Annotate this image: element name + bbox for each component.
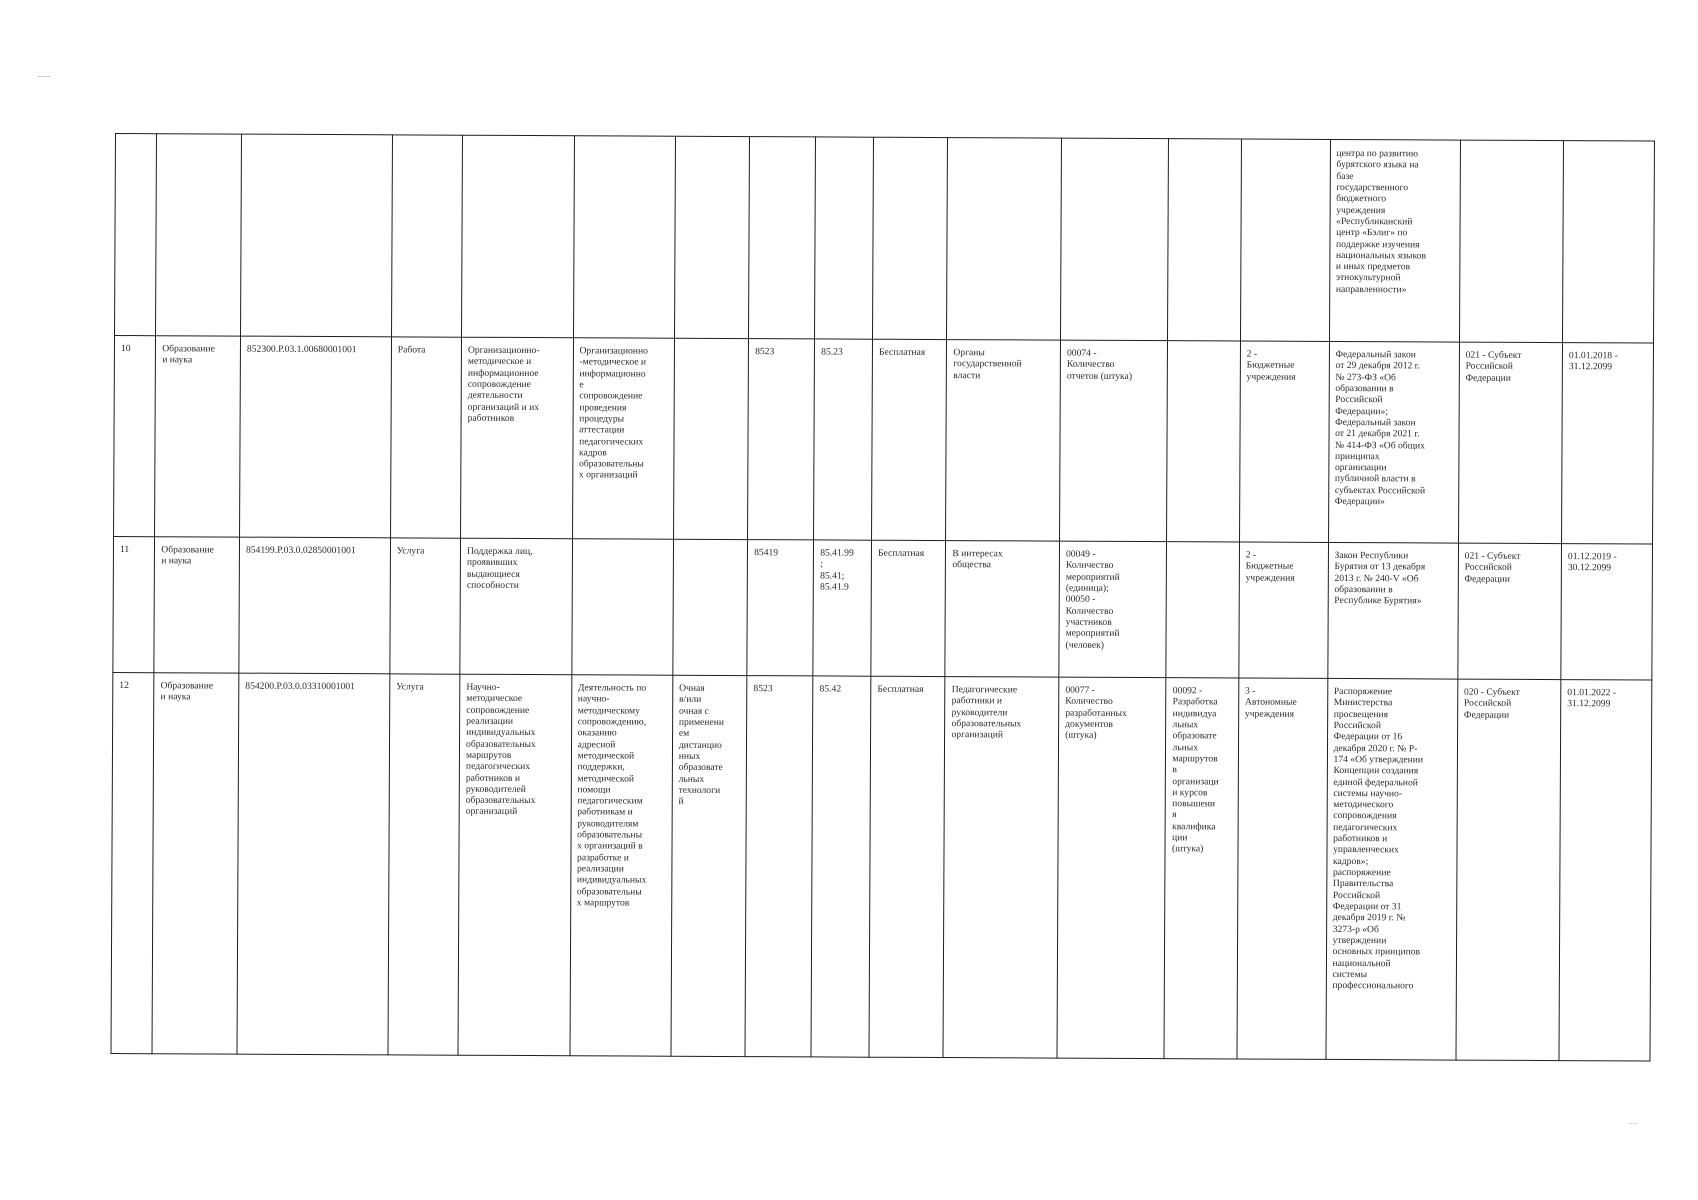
table-cell [747, 540, 814, 676]
document-sheet [111, 133, 1655, 1041]
cell-text: Образование и наука [161, 544, 214, 567]
table-cell [947, 138, 1062, 341]
table-cell [1562, 343, 1654, 544]
table-cell [673, 338, 748, 539]
table-cell [673, 539, 748, 675]
cell-text: 00074 - Количество отчетов (штука) [1066, 347, 1133, 382]
cell-text: 8523 [755, 346, 775, 358]
table-cell [239, 537, 390, 674]
cell-text: 85.23 [821, 346, 843, 358]
cell-text: Научно- методическое сопровождение реализации индивидуальных образовательных маршрутов педагогических работников и руководителей образовательных организаций [465, 681, 536, 818]
registry-table [110, 133, 1654, 1062]
cell-text: 10 [120, 343, 131, 355]
cell-text: Бесплатная [878, 547, 925, 559]
cell-text: Бесплатная [877, 683, 924, 695]
table-row [114, 336, 1654, 545]
cell-text: Организационно -методическое и информационно e сопровождение проведения процедуры аттестации педагогических кадров образовательны х организаций [578, 345, 648, 481]
table-cell [813, 540, 871, 676]
table-cell [748, 339, 815, 540]
table-cell [156, 134, 242, 336]
cell-text: Педагогические работники и руководители образовательных организаций [951, 684, 1022, 741]
cell-text: Бесплатная [878, 346, 926, 358]
table-cell [1239, 341, 1329, 542]
table-cell [1061, 138, 1169, 341]
cell-text: Органы государственной власти [953, 347, 1022, 381]
cell-text: 2 - Бюджетные учреждения [1246, 348, 1296, 383]
cell-text: 021 - Субъект Российской Федерации [1464, 550, 1521, 585]
table-cell [1561, 544, 1653, 680]
table-cell [1237, 678, 1328, 1059]
table-cell [572, 338, 674, 539]
cell-text: 020 - Субъект Российской Федерации [1463, 686, 1520, 721]
table-cell [571, 539, 673, 675]
cell-text: 021 - Субъект Российской Федерации [1465, 349, 1522, 384]
cell-text: 85419 [754, 547, 779, 559]
table-cell [1458, 342, 1562, 544]
cell-text: 2 - Бюджетные учреждения [1245, 549, 1295, 584]
cell-text: 01.01.2018 - 31.12.2099 [1568, 350, 1618, 373]
table-cell [1164, 678, 1238, 1059]
table-cell [390, 337, 461, 538]
table-cell [573, 136, 675, 338]
table-cell [111, 672, 154, 1053]
cell-text: 01.12.2019 - 30.12.2099 [1567, 551, 1617, 574]
cell-text: 00049 - Количество мероприятий (единица); 00050 - Количество участников мероприятий (человек) [1065, 548, 1120, 651]
cell-text: Федеральный закон от 29 декабря 2012 г. № 273-ФЗ «Об образовании в Российской Федерации»; Федеральный закон от 21 декабря 2021 г. № 414-ФЗ «Об общих принципах организации публичной власти в субъектах Российской Федерации» [1334, 348, 1426, 508]
cell-text: Организационно- методическое и информационное сопровождение деятельности организаций и их работников [467, 344, 540, 424]
table-cell [1239, 542, 1328, 678]
table-row [111, 672, 1652, 1061]
table-cell [1167, 341, 1240, 542]
table-cell [943, 677, 1058, 1059]
cell-text: 11 [119, 544, 130, 556]
table-cell [1166, 542, 1239, 678]
table-cell [1059, 541, 1167, 678]
table-cell [671, 675, 747, 1056]
table-cell [1459, 140, 1563, 343]
cell-text: 01.01.2022 - 31.12.2099 [1567, 687, 1617, 710]
cell-text: Распоряжение Министерства просвещения Российской Федерации от 16 декабря 2020 г. № Р- 174 «Об утверждении Концепции создания единой федеральной системы научно- методического сопровождения педагогических работников и управленческих кадров»; распоряжение Правительства Российской Федерации от 31 декабря 2019 г. № 3273-р «Об утверждении основных принципов национальной системы профессионального [1332, 685, 1424, 992]
table-cell [815, 137, 874, 339]
table-cell [1327, 542, 1458, 679]
table-cell [749, 137, 816, 339]
table-cell [869, 676, 945, 1057]
cell-text: Образование и наука [160, 680, 214, 703]
table-cell [1328, 341, 1459, 543]
table-cell [391, 135, 462, 337]
table-cell [946, 340, 1061, 542]
cell-text: Деятельность по научно- методическому сопровождению, оказанию адресной методической поддержки, методической помощи педагогическим работникам и руководителям образовательны х организаций в разработке и реализации индивидуальных образовательны х маршрутов [576, 682, 647, 909]
table-cell [1060, 340, 1168, 542]
table-cell [462, 135, 575, 338]
table-cell [458, 674, 571, 1056]
cell-text: 852300.Р.03.1.00680001001 [246, 343, 357, 356]
table-cell [570, 675, 673, 1056]
table-cell [1240, 139, 1330, 341]
cell-text: 8523 [753, 683, 773, 695]
table-cell [390, 538, 461, 674]
table-cell [872, 339, 947, 540]
cell-text: 3 - Автономные учреждения [1244, 685, 1297, 720]
table-cell [745, 676, 813, 1057]
table-cell [114, 336, 156, 537]
table-cell [115, 134, 157, 336]
table-body [111, 134, 1654, 1062]
cell-text: 00092 - Разработка индивидуа льных образовате льных маршрутов в организаци и курсов повышени я квалифика ции (штука) [1171, 685, 1219, 855]
cell-text: Услуга [396, 545, 425, 557]
table-cell [945, 541, 1059, 678]
table-cell [871, 540, 946, 676]
cell-text: Закон Республики Бурятия от 13 декабря 2013 г. № 240-V «Об образовании в Республике Бурятия» [1334, 549, 1426, 607]
table-cell [873, 137, 948, 339]
cell-text: Очная в/или очная с применени ем дистанцио нных образовате льных технологи й [678, 682, 725, 807]
table-cell [1057, 677, 1166, 1059]
table-row [113, 536, 1653, 680]
table-cell [814, 339, 873, 540]
table-cell [1326, 678, 1458, 1060]
cell-text: В интересах общества [952, 548, 1003, 571]
table-cell [154, 537, 239, 673]
cell-text: 854199.Р.03.0.02850001001 [245, 544, 356, 557]
cell-text: 85.41.99 ; 85.41; 85.41.9 [820, 547, 854, 593]
table-cell [1456, 679, 1561, 1061]
cell-text: 00077 - Количество разработанных документов (штука) [1065, 684, 1127, 742]
table-cell [461, 337, 574, 539]
table-cell [1168, 139, 1241, 341]
table-cell [1458, 543, 1562, 680]
cell-text: Работа [397, 344, 426, 356]
table-cell [388, 674, 460, 1055]
cell-text: 12 [119, 680, 129, 692]
scan-artifact [1628, 1123, 1638, 1124]
table-cell [1559, 680, 1652, 1061]
table-cell [152, 673, 239, 1054]
cell-text: центра по развитию бурятского языка на базе государственного бюджетного учреждения «Республиканский центр «Бэлиг» по поддержке изучения национальных языков и иных предметов этнокультурной направленности» [1335, 147, 1427, 296]
cell-text: 85.42 [819, 683, 842, 695]
table-cell [1562, 141, 1654, 343]
cell-text: Образование и наука [162, 343, 215, 366]
table-row [115, 134, 1655, 344]
cell-text [248, 143, 387, 144]
table-cell [240, 336, 392, 538]
table-cell [1329, 139, 1460, 342]
table-cell [460, 538, 572, 675]
table-cell [155, 336, 241, 537]
table-cell [674, 136, 749, 338]
cell-text: Услуга [396, 681, 424, 693]
scan-artifact [38, 76, 50, 77]
table-cell [237, 673, 390, 1055]
table-cell [241, 134, 393, 337]
cell-text: 854200.Р.03.0.03310001001 [245, 680, 355, 693]
cell-text: Поддержка лиц, проявивших выдающиеся способности [466, 545, 533, 591]
table-cell [113, 536, 155, 672]
table-cell [811, 676, 871, 1057]
